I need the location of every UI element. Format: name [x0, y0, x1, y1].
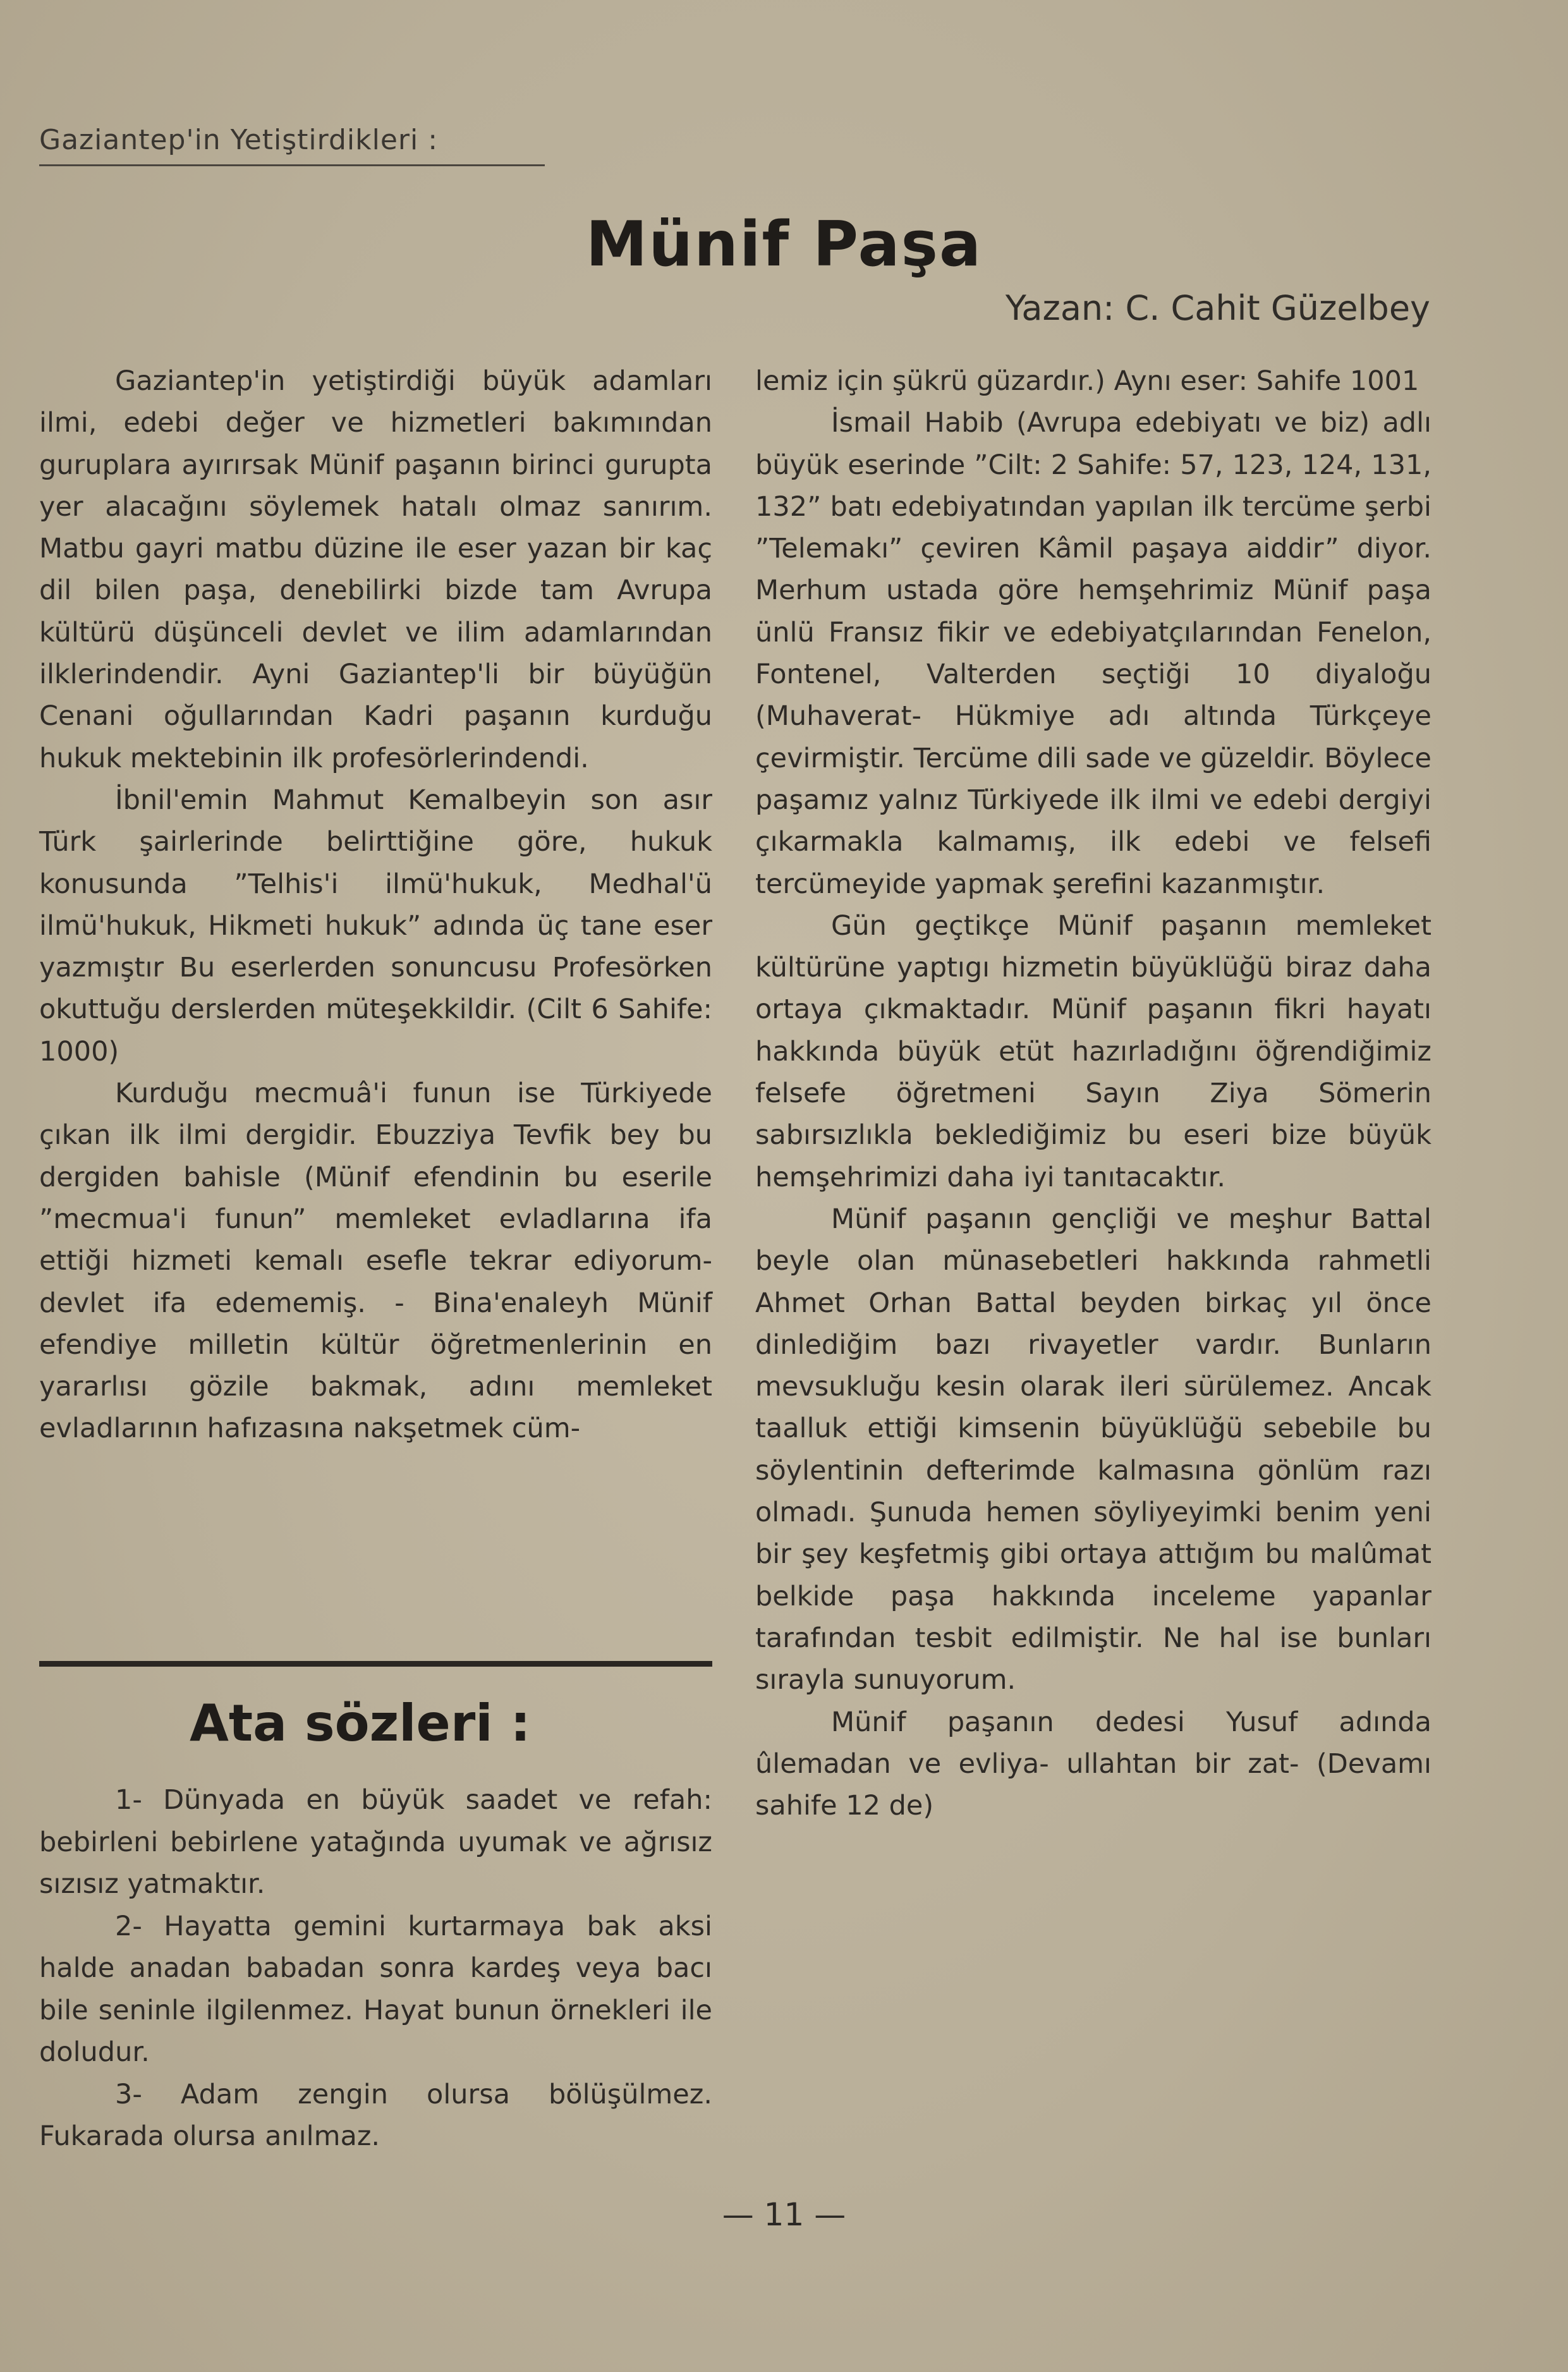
ata-sozleri-heading: Ata sözleri :: [190, 1694, 531, 1753]
paragraph: Gün geçtikçe Münif paşanın memleket kültürüne yaptıgı hizmetin büyüklüğü biraz daha ortaya çıkmaktadır. Münif paşanın fikri hayatı hakkında büyük etüt hazırladığını öğrendiğimiz felsefe öğretmeni Sayın Ziya Sömerin sabırsızlıkla beklediğimiz bu eseri bize büyük hemşehrimizi daha iyi tanıtacaktır.: [755, 909, 1431, 1193]
paragraph: İsmail Habib (Avrupa edebiyatı ve biz) adlı büyük eserinde ”Cilt: 2 Sahife: 57, 123, 124, 131, 132” batı edebiyatından yapılan ilk tercüme şerbi ”Telemakı” çeviren Kâmil paşaya aiddir” diyor. Merhum ustada göre hemşehrimiz Münif paşa ünlü Fransız fikir ve edebiyatçılarından Fenelon, Fontenel, Valterden seçtiği 10 diyaloğu (Muhaverat- Hükmiye adı altında Türkçeye çevirmiştir. Tercüme dili sade ve güzeldir. Böylece paşamız yalnız Türkiyede ilk ilmi ve edebi dergiyi çıkarmakla kalmamış, ilk edebi ve felsefi tercümeyide yapmak şerefini kazanmıştır.: [755, 407, 1431, 900]
list-item: 1- Dünyada en büyük saadet ve refah: bebirleni bebirlene yatağında uyumak ve ağrısız sızısız yatmaktır.: [39, 1784, 712, 1900]
page-number: — 11 —: [722, 2196, 846, 2233]
paragraph: Gaziantep'in yetiştirdiği büyük adamları ilmi, edebi değer ve hizmetleri bakımından guruplara ayırırsak Münif paşanın birinci gurupta yer alacağını söylemek hatalı olmaz sanırım. Matbu gayri matbu düzine ile eser yazan bir kaç dil bilen paşa, denebilirki bizde tam Avrupa kültürü düşünceli devlet ve ilim adamlarından ilklerindendir. Ayni Gaziantep'li bir büyüğün Cenani oğullarından Kadri paşanın kurduğu hukuk mektebinin ilk profesörlerindendi.: [39, 365, 712, 774]
series-heading: Gaziantep'in Yetiştirdikleri :: [39, 124, 439, 156]
paragraph: Münif paşanın gençliği ve meşhur Battal beyle olan münasebetleri hakkında rahmetli Ahmet Orhan Battal beyden birkaç yıl önce dinlediğim bazı rivayetler vardır. Bunların mevsukluğu kesin olarak ileri sürülemez. Ancak taalluk ettiği kimsenin büyüklüğü sebebile bu söylentinin defterimde kalmasına gönlüm razı olmadı. Şunuda hemen söyliyeyimki benim yeni bir şey keşfetmiş gibi ortaya attığım bu malûmat belkide paşa hakkında inceleme yapanlar tarafından tesbit edilmiştir. Ne hal ise bunları sırayla sunuyorum.: [755, 1203, 1431, 1696]
list-item: 2- Hayatta gemini kurtarmaya bak aksi halde anadan babadan sonra kardeş veya bacı bile seninle ilgilenmez. Hayat bunun örnekleri ile doludur.: [39, 1910, 712, 2068]
paragraph: Münif paşanın dedesi Yusuf adında ûlemadan ve evliya- ullahtan bir zat- (Devamı sahife 12 de): [755, 1706, 1431, 1822]
paragraph: lemiz için şükrü güzardır.) Aynı eser: Sahife 1001: [755, 365, 1419, 397]
author-byline: Yazan: C. Cahit Güzelbey: [1005, 288, 1430, 328]
article-title: Münif Paşa: [585, 209, 983, 281]
paragraph: İbnil'emin Mahmut Kemalbeyin son asır Türk şairlerinde belirttiğine göre, hukuk konusunda ”Telhis'i ilmü'hukuk, Medhal'ü ilmü'hukuk, Hikmeti hukuk” adında üç tane eser yazmıştır Bu eserlerden sonuncusu Profesörken okuttuğu derslerden müteşekkildir. (Cilt 6 Sahife: 1000): [39, 784, 712, 1067]
right-column: [755, 360, 1431, 1827]
series-underline: [39, 164, 545, 166]
left-column: [39, 360, 712, 1450]
section-divider: [39, 1661, 712, 1667]
ata-sozleri-list: [39, 1779, 712, 2158]
paragraph: Kurduğu mecmuâ'i funun ise Türkiyede çıkan ilk ilmi dergidir. Ebuzziya Tevfik bey bu dergiden bahisle (Münif efendinin bu eserile ”mecmua'i funun” memleket evladlarına ifa ettiği hizmeti kemalı esefle tekrar ediyorum- devlet ifa edememiş. - Bina'enaleyh Münif efendiye milletin kültür öğretmenlerinin en yararlısı gözile bakmak, adını memleket evladlarının hafızasına nakşetmek cüm-: [39, 1078, 712, 1445]
list-item: 3- Adam zengin olursa bölüşülmez. Fukarada olursa anılmaz.: [39, 2078, 712, 2152]
